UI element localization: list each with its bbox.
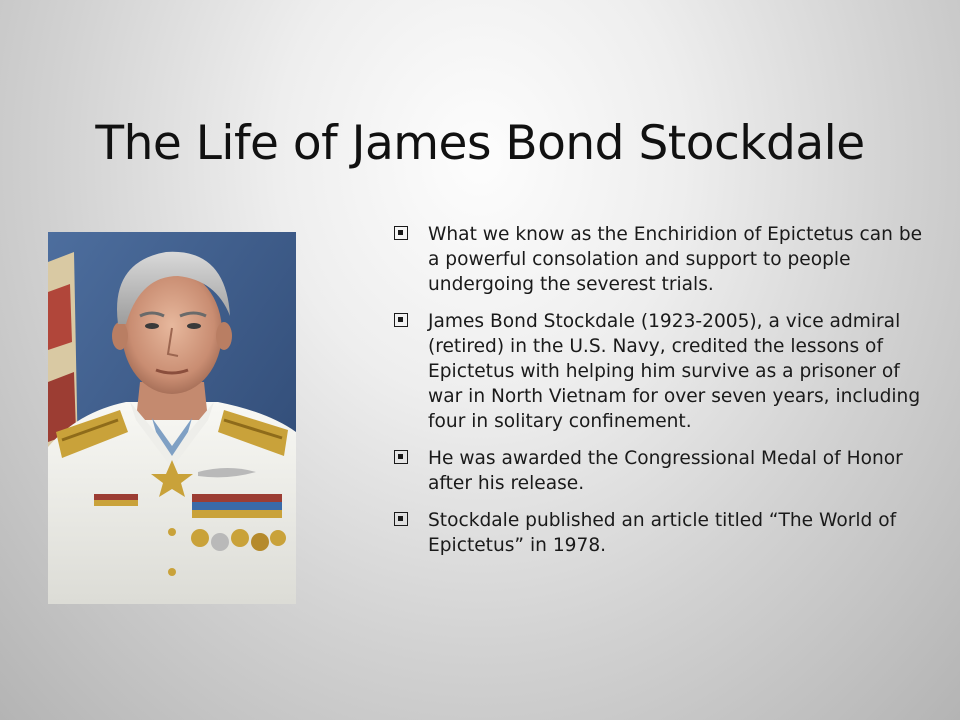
bullet-item: [394, 508, 939, 558]
bullet-item: [394, 222, 939, 297]
bullet-item: [394, 446, 939, 496]
square-bullet-icon: [394, 226, 408, 240]
bullet-text: Stockdale published an article titled “The World of Epictetus” in 1978.: [428, 510, 897, 556]
bullet-text: What we know as the Enchiridion of Epictetus can be a powerful consolation and support to people undergoing the severest trials.: [428, 224, 923, 295]
slide-title: The Life of James Bond Stockdale: [95, 116, 865, 171]
bullet-list: [394, 222, 939, 570]
square-bullet-icon: [394, 450, 408, 464]
portrait-illustration: [48, 232, 296, 604]
portrait-photo: [48, 232, 296, 604]
bullet-item: [394, 309, 939, 434]
square-bullet-icon: [394, 313, 408, 327]
square-bullet-icon: [394, 512, 408, 526]
bullet-text: James Bond Stockdale (1923-2005), a vice admiral (retired) in the U.S. Navy, credited the lessons of Epictetus with helping him survive as a prisoner of war in North Vietnam for over seven years, including four in solitary confinement.: [428, 311, 921, 432]
bullet-text: He was awarded the Congressional Medal of Honor after his release.: [428, 448, 903, 494]
